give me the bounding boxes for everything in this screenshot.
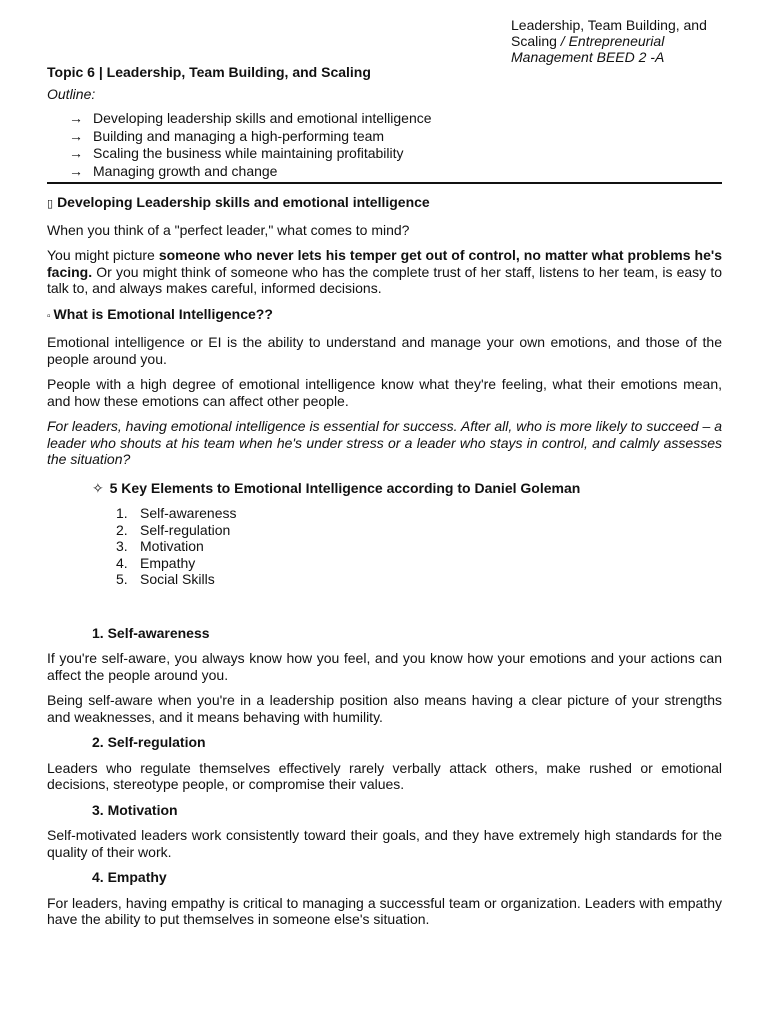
perfect-leader-paragraph xyxy=(47,247,722,297)
topic-title: Topic 6 | Leadership, Team Building, and Scaling xyxy=(47,64,371,80)
question-paragraph: When you think of a "perfect leader," what comes to mind? xyxy=(47,221,410,238)
ei-heading xyxy=(47,306,722,326)
self-awareness-paragraph: If you're self-aware, you always know how you feel, and you know how your emotions and your actions can affect the people around you. xyxy=(47,650,722,683)
self-regulation-heading: 2. Self-regulation xyxy=(92,734,206,750)
box-bullet-icon: ▯ xyxy=(47,198,54,210)
outline-item xyxy=(47,110,722,128)
list-item xyxy=(47,505,722,522)
outline-label: Outline: xyxy=(47,85,96,102)
motivation-paragraph: Self-motivated leaders work consistently toward their goals, and they have extremely high standards for the quality of their work. xyxy=(47,827,722,860)
document-header xyxy=(511,17,751,65)
list-item-label: Self-regulation xyxy=(140,521,231,538)
outline-item-label: Scaling the business while maintaining profitability xyxy=(93,145,404,161)
empathy-heading: 4. Empathy xyxy=(92,869,167,885)
list-number: 2. xyxy=(116,521,128,538)
arrow-icon: → xyxy=(69,162,83,179)
outline-item xyxy=(47,163,722,181)
self-awareness-paragraph: Being self-aware when you're in a leadership position also means having a clear picture of your strengths and weaknesses, and it means behaving with humility. xyxy=(47,692,722,725)
paragraph-text: Or you might think of someone who has the complete trust of her staff, listens to her team, is easy to talk to, and always makes careful, informed decisions. xyxy=(47,263,722,296)
section-heading-text: Developing Leadership skills and emotional intelligence xyxy=(57,194,430,210)
outline-item-label: Building and managing a high-performing team xyxy=(93,127,385,144)
outline-list xyxy=(47,110,722,184)
key-elements-list xyxy=(47,505,722,588)
paragraph-text: You might picture xyxy=(47,247,159,263)
arrow-icon: → xyxy=(69,145,83,161)
empathy-paragraph: For leaders, having empathy is critical to managing a successful team or organization. Leaders with empathy have the ability to put themselves in someone else's situation. xyxy=(47,894,722,927)
list-item-label: Self-awareness xyxy=(140,505,237,521)
header-course: Entrepreneurial xyxy=(568,33,665,49)
arrow-icon: → xyxy=(69,127,83,144)
list-item-label: Motivation xyxy=(140,538,204,554)
list-number: 4. xyxy=(116,554,128,571)
arrow-icon: → xyxy=(69,110,83,126)
header-scaling: Scaling xyxy=(511,33,557,49)
ei-paragraph: People with a high degree of emotional intelligence know what they're feeling, what their emotions mean, and how these emotions can affect other people. xyxy=(47,376,722,409)
list-item-label: Empathy xyxy=(140,554,196,571)
section-heading-leadership xyxy=(47,194,722,213)
document-body xyxy=(47,64,722,928)
sparkle-icon: ✧ xyxy=(92,479,104,496)
list-item xyxy=(47,522,722,539)
list-item xyxy=(47,555,722,572)
outline-item xyxy=(47,145,722,163)
ei-paragraph: Emotional intelligence or EI is the ability to understand and manage your own emotions, and those of the people around you. xyxy=(47,334,722,367)
key-elements-heading xyxy=(92,480,722,497)
square-bullet-icon: ▫ xyxy=(47,310,51,322)
list-number: 1. xyxy=(116,505,128,521)
outline-item-label: Managing growth and change xyxy=(93,162,278,179)
header-line-1: Leadership, Team Building, and xyxy=(511,17,707,33)
outline-item-label: Developing leadership skills and emotional intelligence xyxy=(93,110,432,126)
key-elements-heading-text: 5 Key Elements to Emotional Intelligence according to Daniel Goleman xyxy=(109,479,581,496)
self-awareness-heading: 1. Self-awareness xyxy=(92,624,210,641)
outline-item xyxy=(47,128,722,146)
self-regulation-paragraph: Leaders who regulate themselves effectively rarely verbally attack others, make rushed or emotional decisions, stereotype people, or compromise their values. xyxy=(47,759,722,792)
list-number: 3. xyxy=(116,538,128,554)
ei-heading-text: What is Emotional Intelligence?? xyxy=(53,305,273,322)
header-line-2 xyxy=(511,33,751,49)
header-line-3: Management BEED 2 -A xyxy=(511,49,665,65)
list-number: 5. xyxy=(116,571,128,587)
ei-italic-paragraph: For leaders, having emotional intelligence is essential for success. After all, who is more likely to succeed – a leader who shouts at his team when he's under stress or a leader who stays in control, and calmly assesses the situation? xyxy=(47,418,722,467)
header-separator: / xyxy=(556,33,569,49)
list-item xyxy=(47,571,722,588)
list-item-label: Social Skills xyxy=(140,571,215,587)
paragraph-bold-text: someone who never lets his temper get out of control, no matter what problems he's facing. xyxy=(47,247,722,280)
motivation-heading: 3. Motivation xyxy=(92,801,178,818)
list-item xyxy=(47,538,722,555)
